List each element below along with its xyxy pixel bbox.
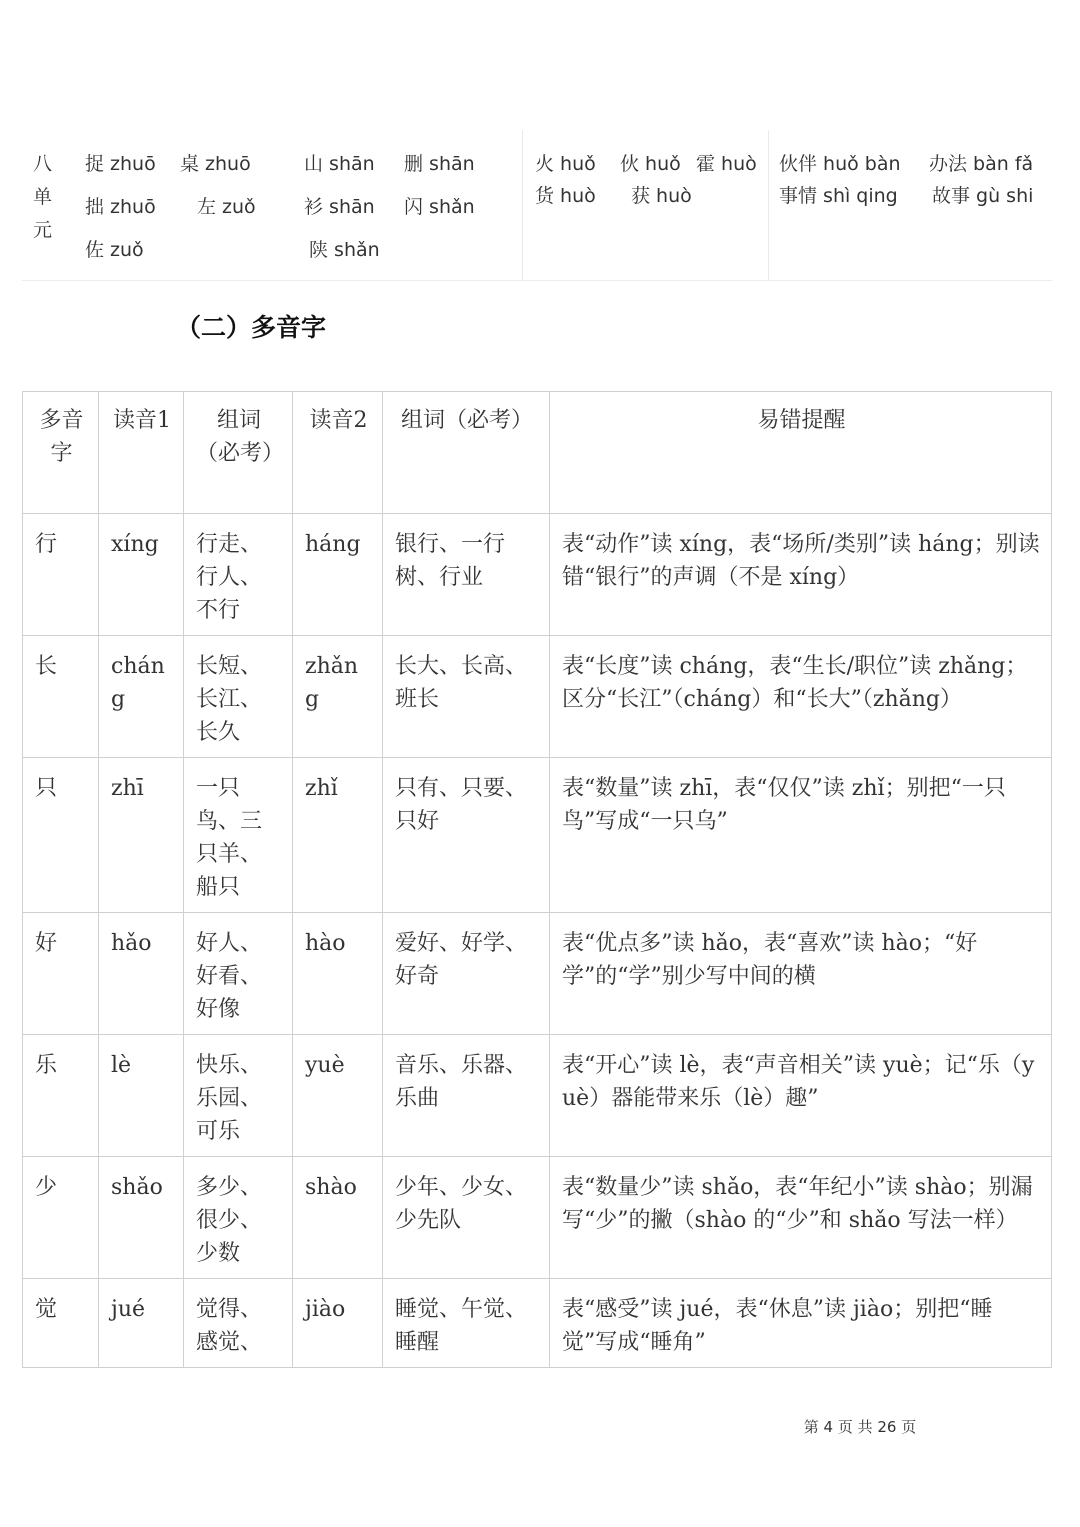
reading1-cell: hǎo xyxy=(99,913,184,1035)
reading1-cell: xíng xyxy=(99,514,184,636)
words2-cell: 长大、长高、班长 xyxy=(383,636,550,758)
word-item: 获 huò xyxy=(631,185,692,207)
char-cell: 觉 xyxy=(23,1279,99,1368)
word-item: 伙伴 huǒ bàn xyxy=(779,153,901,175)
header-cell: 读音2 xyxy=(293,392,383,514)
page-footer: 第 4 页 共 26 页 xyxy=(803,1418,917,1436)
word-item: 佐 zuǒ xyxy=(85,239,144,261)
reading1-cell: jué xyxy=(99,1279,184,1368)
reading2-cell: zhǐ xyxy=(293,758,383,913)
unit-label-char: 八 xyxy=(33,153,53,175)
word-item: 货 huò xyxy=(535,185,596,207)
char-cell: 好 xyxy=(23,913,99,1035)
tip-cell: 表“数量”读 zhī，表“仅仅”读 zhǐ；别把“一只鸟”写成“一只乌” xyxy=(550,758,1052,913)
words2-cell: 只有、只要、只好 xyxy=(383,758,550,913)
words1-cell: 好人、好看、好像 xyxy=(184,913,293,1035)
word-item: 伙 huǒ xyxy=(620,153,681,175)
tip-cell: 表“优点多”读 hǎo，表“喜欢”读 hào；“好学”的“学”别少写中间的横 xyxy=(550,913,1052,1035)
reading2-cell: hào xyxy=(293,913,383,1035)
table-row xyxy=(23,1157,1052,1279)
words1-cell: 行走、行人、不行 xyxy=(184,514,293,636)
column-divider xyxy=(768,130,769,280)
words2-cell: 银行、一行树、行业 xyxy=(383,514,550,636)
table-header-row xyxy=(23,392,1052,514)
char-cell: 长 xyxy=(23,636,99,758)
word-item: 陕 shǎn xyxy=(309,239,380,261)
word-item: 办法 bàn fǎ xyxy=(929,153,1034,175)
char-cell: 行 xyxy=(23,514,99,636)
section-title: （二）多音字 xyxy=(176,313,327,342)
word-item: 捉 zhuō xyxy=(85,153,156,175)
tip-cell: 表“开心”读 lè，表“声音相关”读 yuè；记“乐（yuè）器能带来乐（lè）趣” xyxy=(550,1035,1052,1157)
word-item: 拙 zhuō xyxy=(85,196,156,218)
words1-cell: 觉得、感觉、 xyxy=(184,1279,293,1368)
word-item: 霍 huò xyxy=(696,153,757,175)
reading1-cell: lè xyxy=(99,1035,184,1157)
reading1-cell: cháng xyxy=(99,636,184,758)
reading2-cell: zhǎng xyxy=(293,636,383,758)
header-cell: 组词（必考） xyxy=(184,392,293,514)
table-row xyxy=(23,514,1052,636)
table-row xyxy=(23,1279,1052,1368)
word-item: 闪 shǎn xyxy=(404,196,475,218)
header-cell: 组词（必考） xyxy=(383,392,550,514)
word-item: 事情 shì qing xyxy=(779,185,898,207)
header-cell: 多音字 xyxy=(23,392,99,514)
reading2-cell: háng xyxy=(293,514,383,636)
words2-cell: 音乐、乐器、乐曲 xyxy=(383,1035,550,1157)
words1-cell: 快乐、乐园、可乐 xyxy=(184,1035,293,1157)
reading1-cell: shǎo xyxy=(99,1157,184,1279)
tip-cell: 表“动作”读 xíng，表“场所/类别”读 háng；别读错“银行”的声调（不是 xíng） xyxy=(550,514,1052,636)
words2-cell: 少年、少女、少先队 xyxy=(383,1157,550,1279)
reading2-cell: yuè xyxy=(293,1035,383,1157)
unit-label-char: 元 xyxy=(33,219,53,241)
char-cell: 只 xyxy=(23,758,99,913)
column-divider xyxy=(522,130,523,280)
word-item: 桌 zhuō xyxy=(180,153,251,175)
word-item: 火 huǒ xyxy=(535,153,596,175)
tip-cell: 表“感受”读 jué，表“休息”读 jiào；别把“睡觉”写成“睡角” xyxy=(550,1279,1052,1368)
header-cell: 读音1 xyxy=(99,392,184,514)
word-item: 左 zuǒ xyxy=(197,196,256,218)
row-divider xyxy=(22,280,1052,281)
words1-cell: 一只鸟、三只羊、船只 xyxy=(184,758,293,913)
words2-cell: 睡觉、午觉、睡醒 xyxy=(383,1279,550,1368)
words1-cell: 多少、很少、少数 xyxy=(184,1157,293,1279)
polyphonic-char-table xyxy=(22,391,1052,1368)
tip-cell: 表“长度”读 cháng，表“生长/职位”读 zhǎng；区分“长江”（cháng）和“长大”（zhǎng） xyxy=(550,636,1052,758)
unit-label-char: 单 xyxy=(33,186,53,208)
word-item: 山 shān xyxy=(304,153,375,175)
table-row xyxy=(23,758,1052,913)
header-cell: 易错提醒 xyxy=(550,392,1052,514)
word-item: 故事 gù shi xyxy=(932,185,1034,207)
word-item: 删 shān xyxy=(404,153,475,175)
reading2-cell: shào xyxy=(293,1157,383,1279)
reading1-cell: zhī xyxy=(99,758,184,913)
words2-cell: 爱好、好学、好奇 xyxy=(383,913,550,1035)
table-row xyxy=(23,913,1052,1035)
char-cell: 少 xyxy=(23,1157,99,1279)
words1-cell: 长短、长江、长久 xyxy=(184,636,293,758)
char-cell: 乐 xyxy=(23,1035,99,1157)
table-row xyxy=(23,636,1052,758)
tip-cell: 表“数量少”读 shǎo，表“年纪小”读 shào；别漏写“少”的撇（shào 的“少”和 shǎo 写法一样） xyxy=(550,1157,1052,1279)
word-item: 衫 shān xyxy=(304,196,375,218)
reading2-cell: jiào xyxy=(293,1279,383,1368)
table-row xyxy=(23,1035,1052,1157)
